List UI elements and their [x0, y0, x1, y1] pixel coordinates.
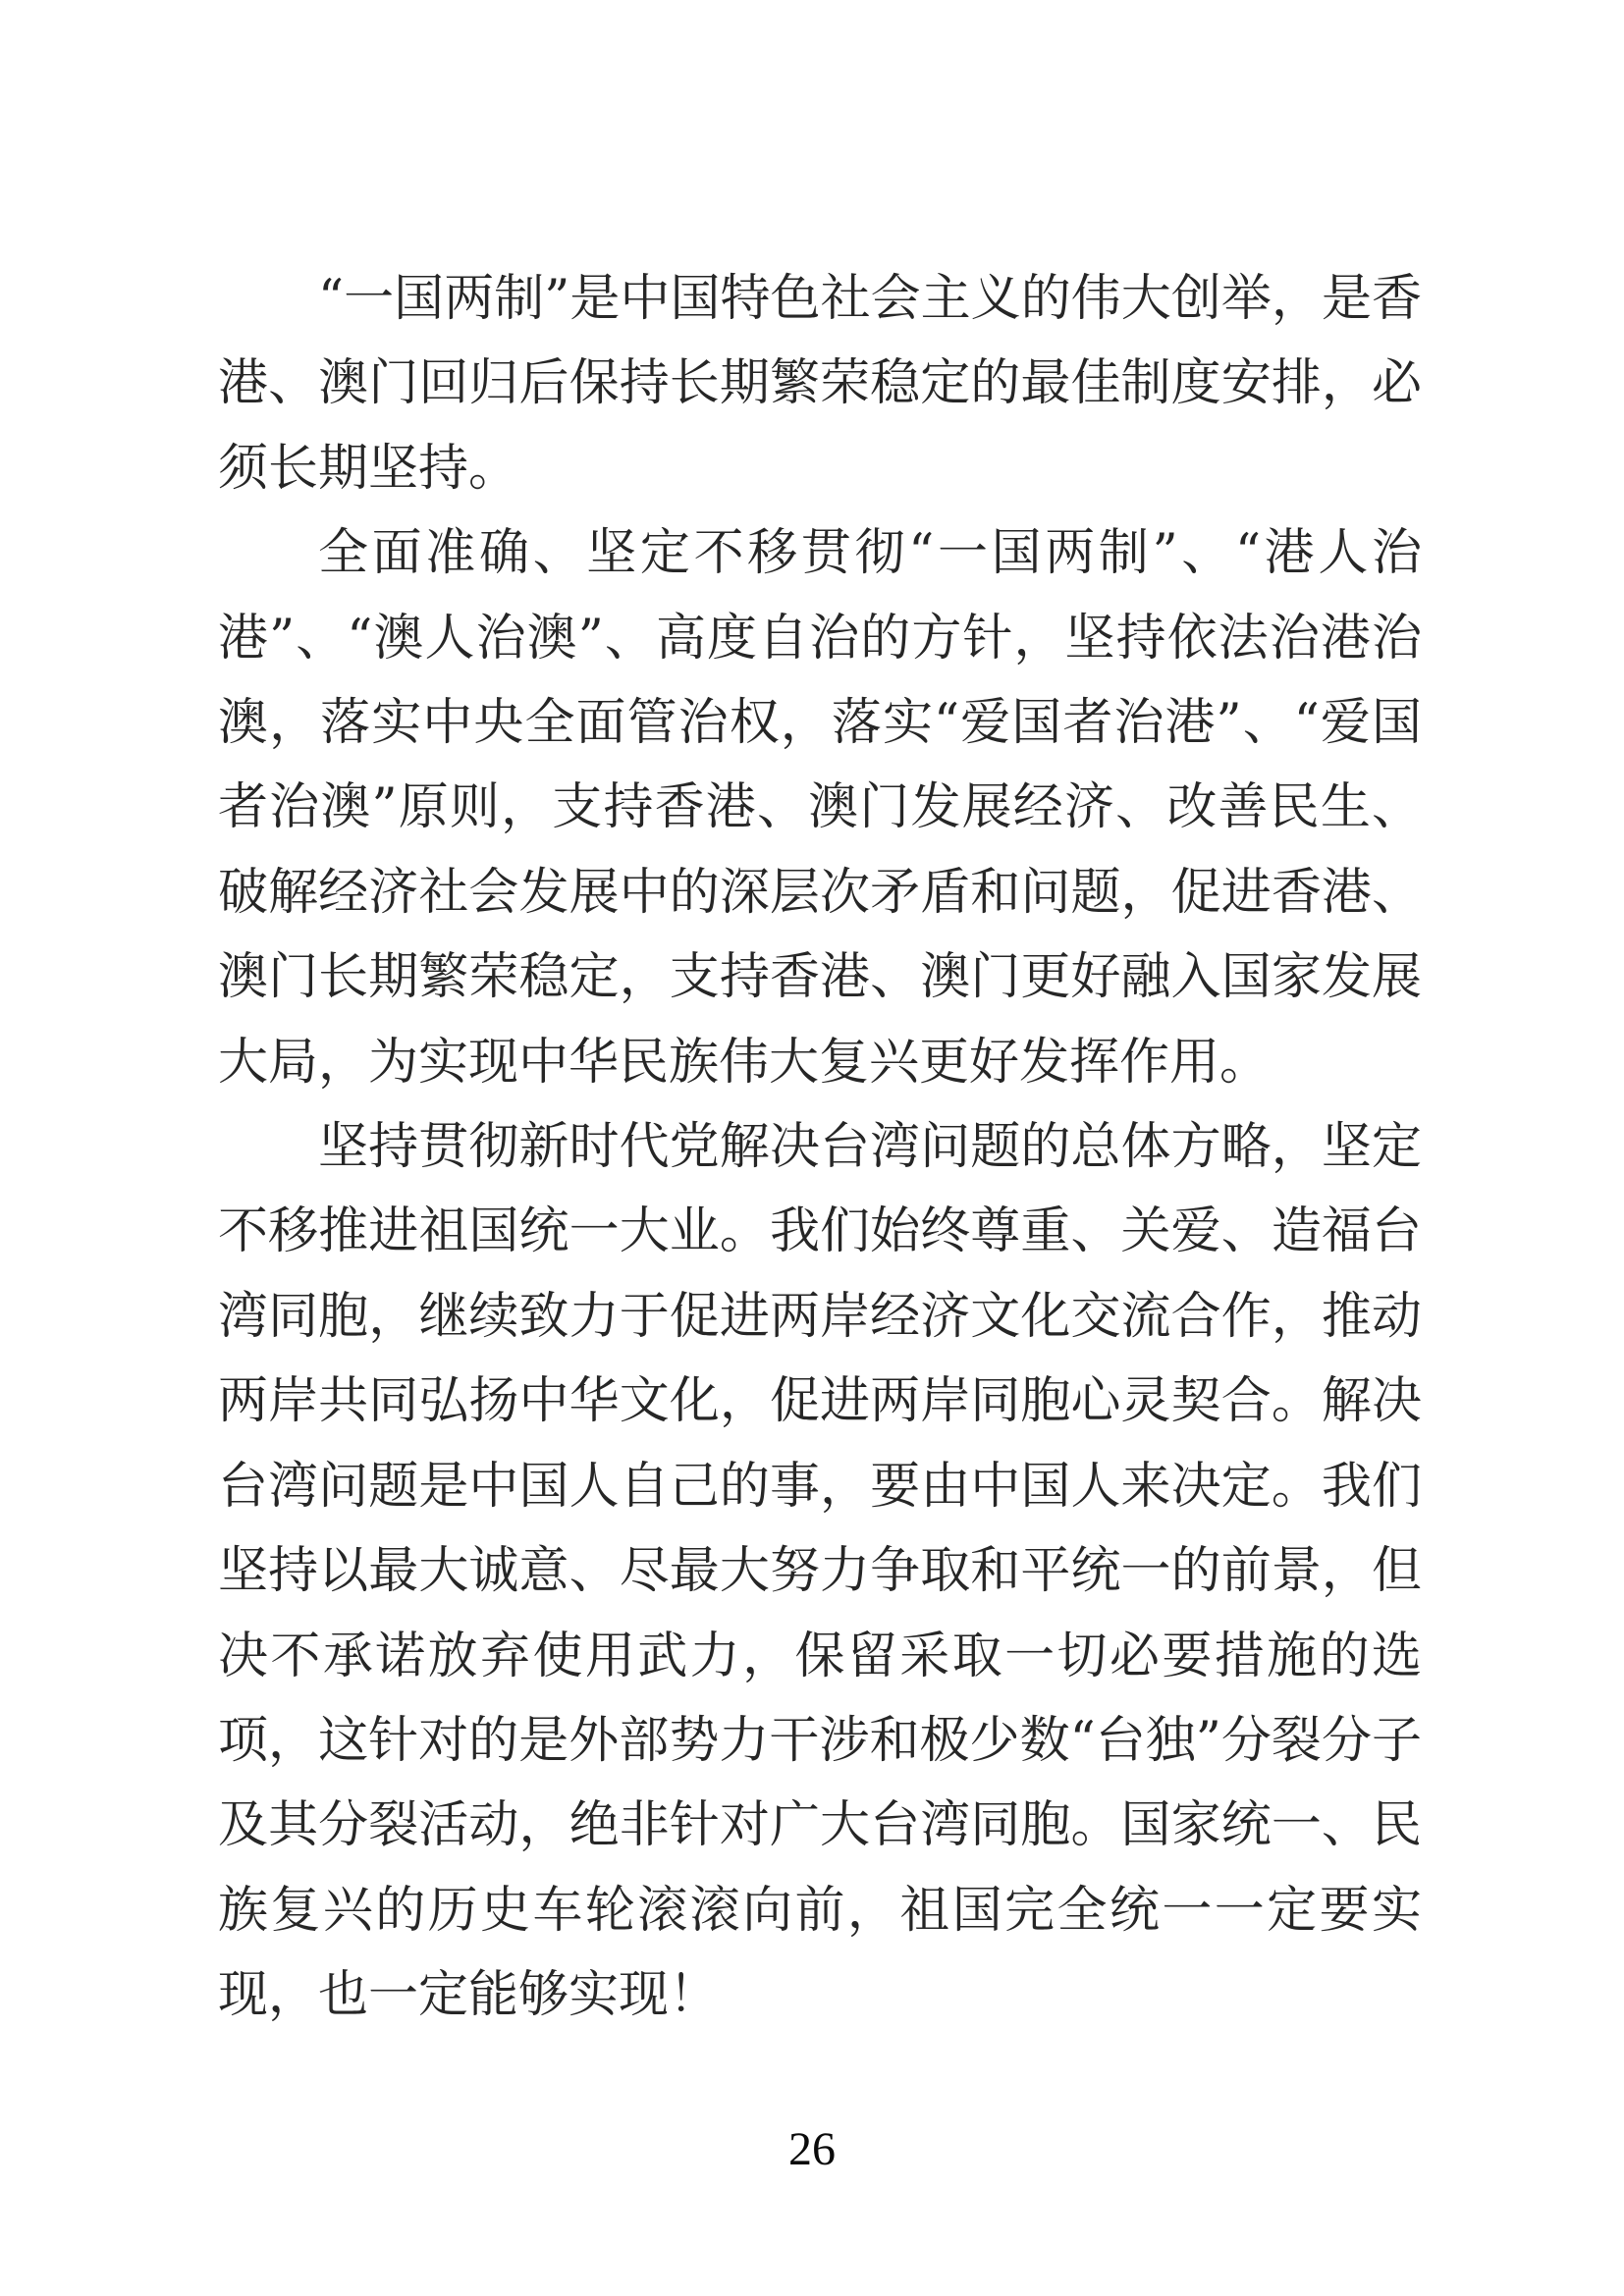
paragraph-taiwan-reunification: 坚持贯彻新时代党解决台湾问题的总体方略，坚定不移推进祖国统一大业。我们始终尊重、关爱、造福台湾同胞，继续致力于促进两岸经济文化交流合作，推动两岸共同弘扬中华文化，促进两岸同胞心灵契合。解决台湾问题是中国人自己的事，要由中国人来决定。我们坚持以最大诚意、尽最大努力争取和平统一的前景，但决不承诺放弃使用武力，保留采取一切必要措施的选项，这针对的是外部势力干涉和极少数“台独”分裂分子及其分裂活动，绝非针对广大台湾同胞。国家统一、民族复兴的历史车轮滚滚向前，祖国完全统一一定要实现，也一定能够实现！	[218, 1118, 1422, 2025]
page-number: 26	[788, 2123, 836, 2175]
paragraph-hong-kong-macao-policy: 全面准确、坚定不移贯彻“一国两制”、“港人治港”、“澳人治澳”、高度自治的方针，坚持依法治港治澳，落实中央全面管治权，落实“爱国者治港”、“爱国者治澳”原则，支持香港、澳门发展经济、改善民生、破解经济社会发展中的深层次矛盾和问题，促进香港、澳门长期繁荣稳定，支持香港、澳门更好融入国家发展大局，为实现中华民族伟大复兴更好发挥作用。	[218, 524, 1422, 1092]
paragraph-one-country-two-systems: “一国两制”是中国特色社会主义的伟大创举，是香港、澳门回归后保持长期繁荣稳定的最佳制度安排，必须长期坚持。	[218, 270, 1422, 498]
body-text	[218, 257, 1422, 2039]
